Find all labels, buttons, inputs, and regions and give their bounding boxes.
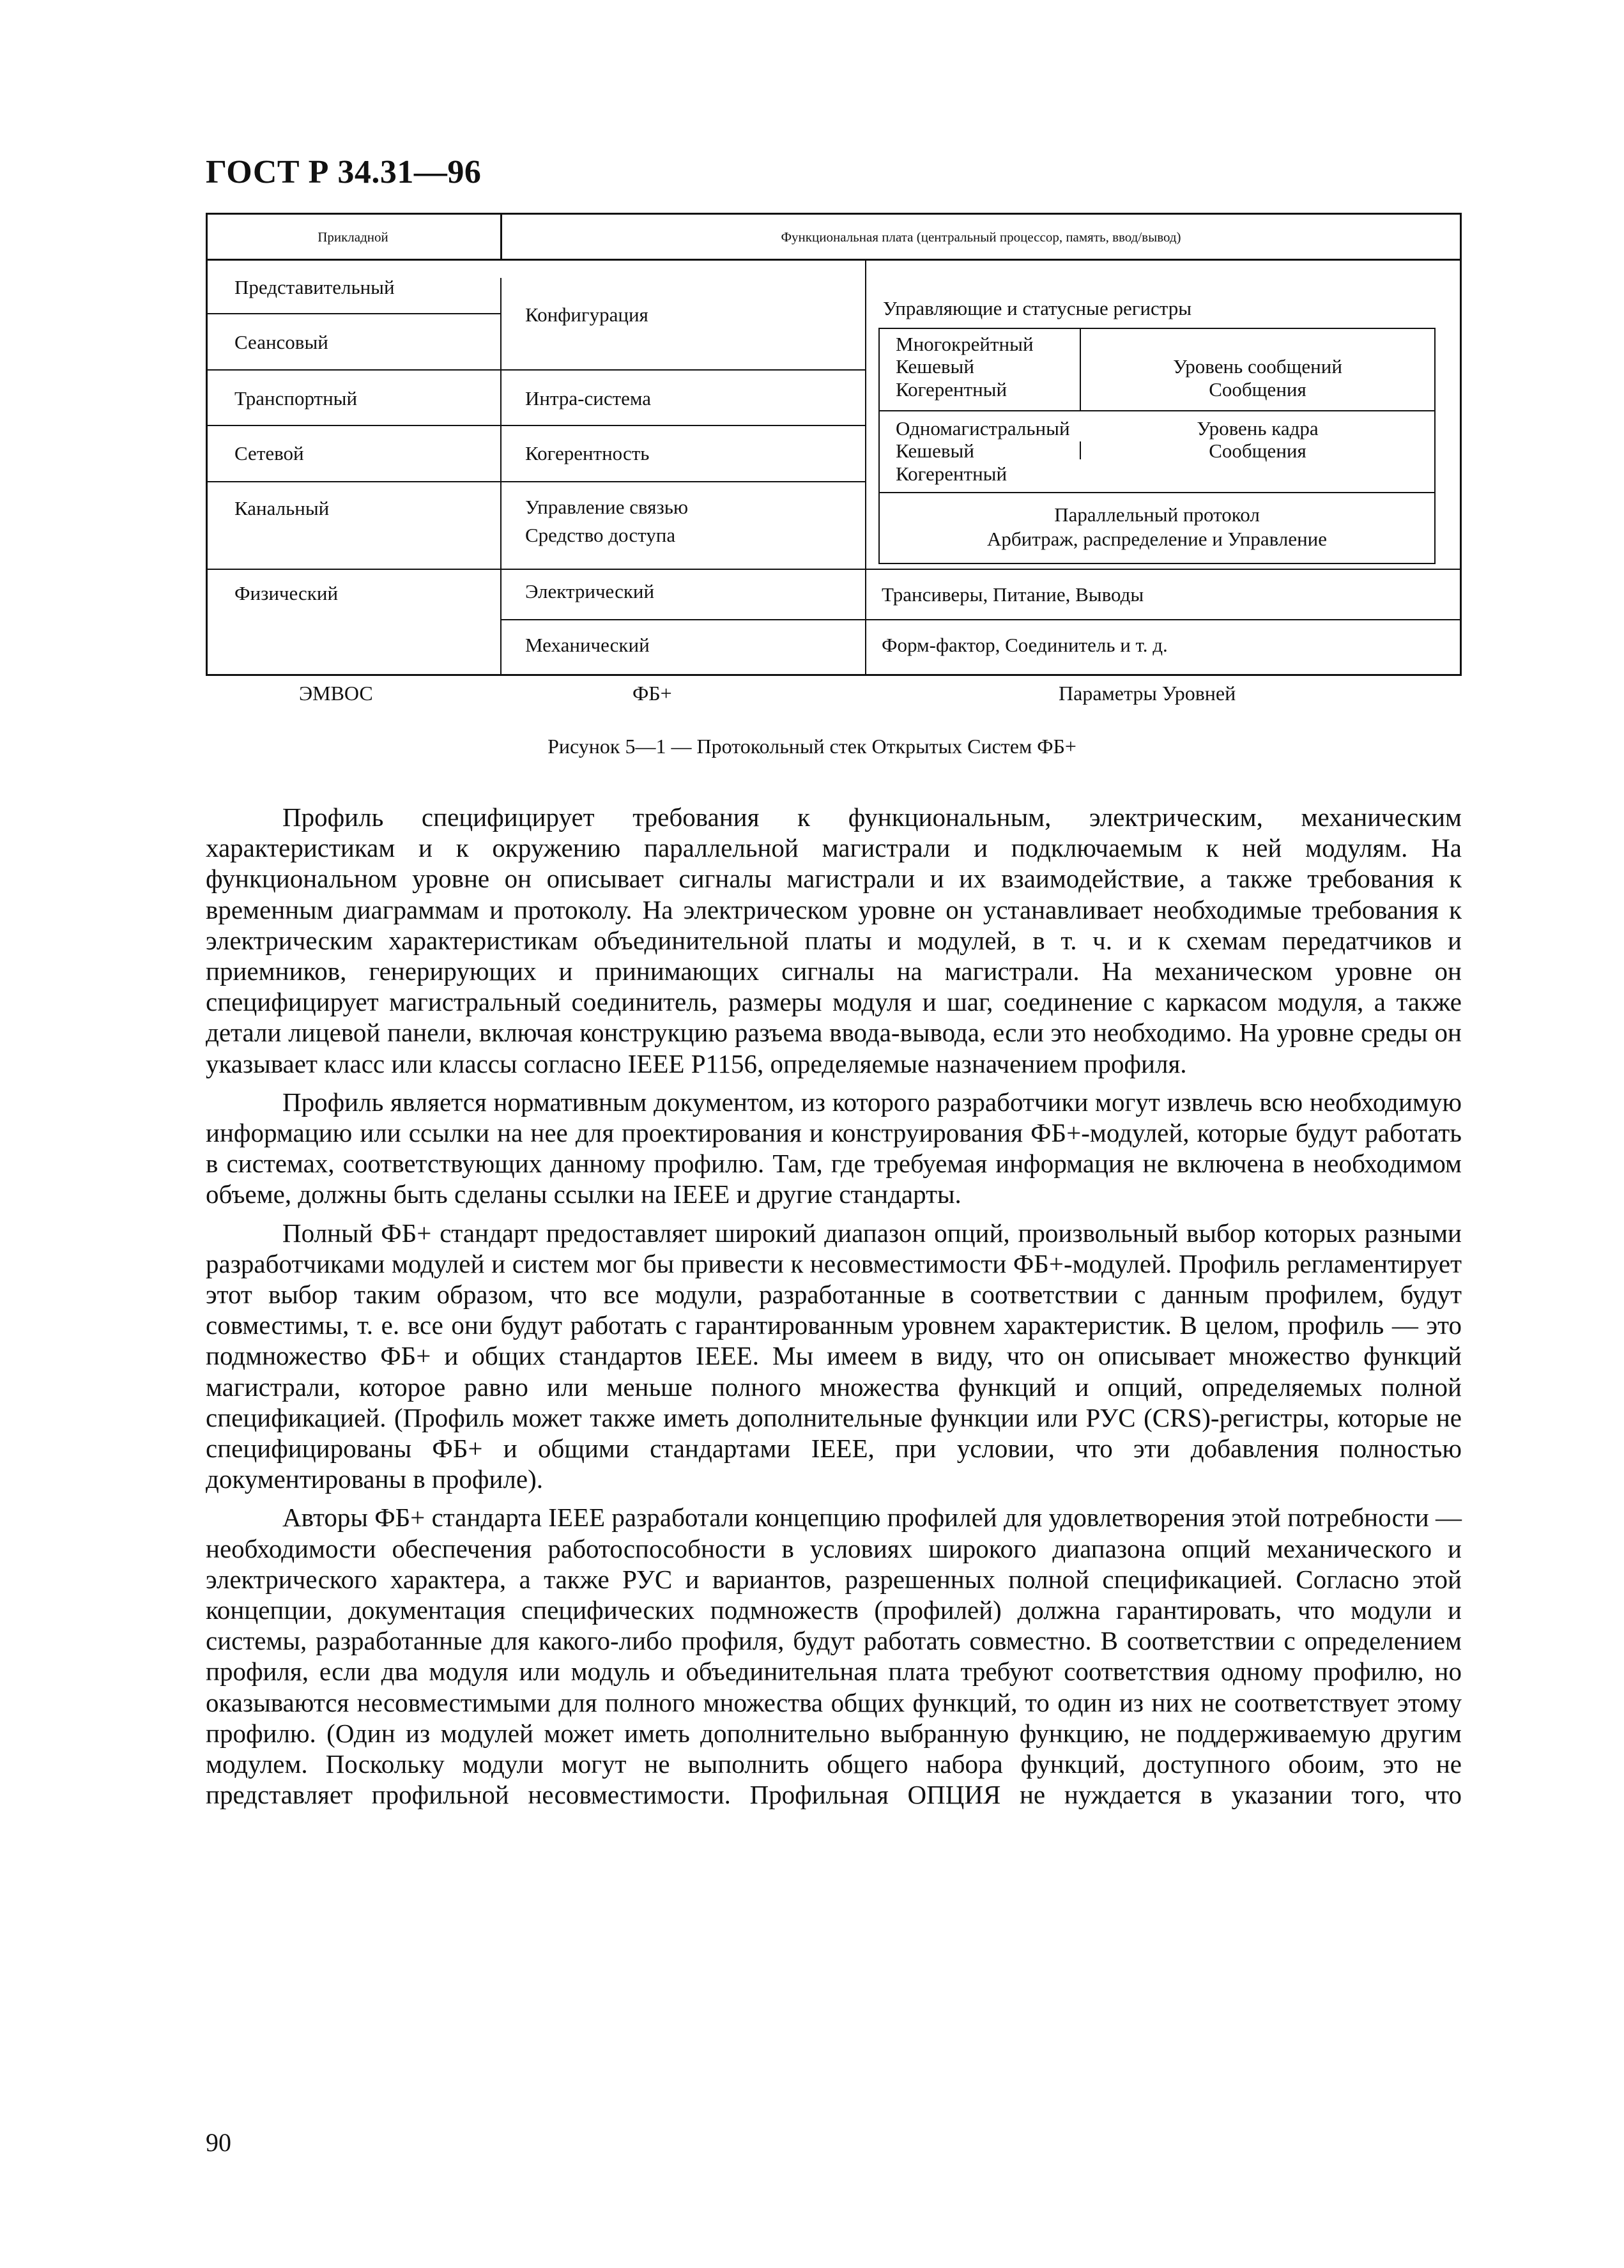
label-below-left: ЭМВОС	[299, 682, 373, 705]
header-row-divider	[206, 259, 1462, 261]
column-divider-left	[500, 278, 502, 674]
fb-link-control: Управление связью	[525, 496, 689, 518]
inner-box-bottom	[878, 563, 1436, 564]
param-multicrate-3: Когерентный	[896, 378, 1007, 401]
param-transceivers: Трансиверы, Питание, Выводы	[882, 583, 1144, 606]
fb-access-means: Средство доступа	[525, 524, 676, 546]
paragraph: Авторы ФБ+ стандарта IEEE разработали концепцию профилей для удовлетворения этой потребности — необходимости обеспечения работоспособности в условиях широкого диапазона опций механического и электрического характера, а также РУС и вариантов, разрешенных полной спецификацией. Согласно этой концепции, документация специфических подмножеств (профилей) должна гарантировать, что модули и системы, разработанные для какого-либо профиля, будут работать совместно. В соответствии с определением профиля, если два модуля или модуль и объединительная плата требуют соответствия одному профилю, но оказываются несовместимыми для полного множества общих функций, то один из них не соответствует этому профилю. (Один из модулей может иметь дополнительно выбранную функцию, не поддерживаемую другим модулем. Поскольку модули могут не выполнить общего набора функций, доступного обоим, это не представляет профильной несовместимости. Профильная ОПЦИЯ не нуждается в указании того, что	[206, 1503, 1462, 1810]
label-below-right: Параметры Уровней	[1059, 682, 1236, 705]
param-form-factor: Форм-фактор, Соединитель и т. д.	[882, 634, 1168, 656]
param-singlebus-3: Когерентный	[896, 463, 1007, 485]
layer-physical: Физический	[234, 582, 339, 604]
layer-network: Сетевой	[234, 442, 304, 464]
param-msg-level-1: Уровень сообщений	[1173, 355, 1342, 378]
inner-box-divider	[878, 410, 1436, 411]
paragraph: Профиль является нормативным документом, из которого разработчики могут извлечь всю необходимую информацию или ссылки на нее для проектирования и конструирования ФБ+-модулей, которые будут работать в системах, соответствующих данному профилю. Там, где требуемая информация не включена в необходимом объеме, должны быть сделаны ссылки на IEEE и другие стандарты.	[206, 1087, 1462, 1209]
fb-coherence: Когерентность	[525, 442, 650, 464]
divider	[500, 369, 865, 371]
column-divider-right	[865, 259, 866, 674]
param-parallel-2: Арбитраж, распределение и Управление	[986, 528, 1328, 550]
divider	[206, 369, 500, 371]
param-msg-level-2: Сообщения	[1209, 378, 1306, 401]
fb-electrical: Электрический	[525, 580, 655, 602]
page-number: 90	[206, 2128, 231, 2157]
divider	[206, 481, 500, 482]
divider	[500, 481, 865, 482]
divider	[500, 619, 1462, 620]
paragraph: Профиль специфицирует требования к функциональным, электрическим, механическим характеристикам и к окружению параллельной магистрали и подключаемым к ней модулям. На функциональном уровне он описывает сигналы магистрали и их взаимодействие, а также требования к временным диаграммам и протоколу. На электрическом уровне он устанавливает необходимые требования к электрическим характеристикам объединительной платы и модулей, в т. ч. и к схемам передатчиков и приемников, генерирующих и принимающих сигналы на магистрали. На механическом уровне он специфицирует магистральный соединитель, размеры модуля и шаг, соединение с каркасом модуля, а также детали лицевой панели, включая конструкцию разъема ввода-вывода, если это необходимо. На уровне среды он указывает класс или классы согласно IEEE P1156, определяемые назначением профиля.	[206, 802, 1462, 1078]
divider	[500, 425, 865, 426]
divider	[206, 569, 1462, 570]
label-below-middle: ФБ+	[632, 682, 672, 705]
paragraph: Полный ФБ+ стандарт предоставляет широкий диапазон опций, произвольный выбор которых разными разработчиками модулей и систем мог бы привести к несовместимости ФБ+-модулей. Профиль регламентирует этот выбор таким образом, что все модули, разработанные в соответствии с данным профилем, будут совместимы, т. е. все они будут работать с гарантированным уровнем характеристик. В целом, профиль — это подмножество ФБ+ и общих стандартов IEEE. Мы имеем в виду, что он описывает множество функций магистрали, которое равно или меньше полного множества функций и опций, определяемых полной спецификацией. (Профиль может также иметь дополнительные функции или РУС (CRS)-регистры, которые не специфицированы ФБ+ и общими стандартами IEEE, при условии, что эти добавления полностью документированы в профиле).	[206, 1218, 1462, 1494]
param-singlebus-1: Одномагистральный	[896, 417, 1070, 440]
fb-mechanical: Механический	[525, 634, 650, 656]
inner-box-divider	[878, 492, 1436, 493]
layer-link: Канальный	[234, 497, 330, 519]
inner-box-top	[878, 328, 1436, 329]
param-parallel-1: Параллельный протокол	[1054, 503, 1260, 526]
figure-border-left	[206, 213, 208, 676]
fb-intrasystem: Интра-система	[525, 387, 652, 410]
body-text	[206, 802, 1462, 1811]
inner-box-right	[1434, 328, 1436, 564]
divider	[206, 313, 500, 314]
column-header-left: Прикладной	[318, 229, 388, 245]
param-multicrate-2: Кешевый	[896, 355, 974, 378]
divider	[206, 425, 500, 426]
layer-session: Сеансовый	[234, 331, 328, 353]
fb-configuration: Конфигурация	[525, 303, 648, 326]
param-singlebus-2: Кешевый	[896, 440, 974, 462]
figure-border-bottom	[206, 674, 1462, 676]
layer-presentation: Представительный	[234, 276, 395, 298]
figure-caption: Рисунок 5—1 — Протокольный стек Открытых Систем ФБ+	[548, 735, 1076, 758]
layer-transport: Транспортный	[234, 387, 358, 410]
param-frame-level-2: Сообщения	[1209, 440, 1306, 462]
figure-border-right	[1460, 213, 1462, 676]
param-frame-level-1: Уровень кадра	[1197, 417, 1319, 440]
param-multicrate-1: Многокрейтный	[896, 333, 1034, 355]
column-header-right: Функциональная плата (центральный процессор, память, ввод/вывод)	[781, 229, 1181, 245]
page-header-title: ГОСТ Р 34.31—96	[206, 154, 482, 190]
param-control-status: Управляющие и статусные регистры	[883, 297, 1192, 319]
protocol-stack-figure	[206, 213, 1462, 676]
figure-border-top	[206, 213, 1462, 215]
